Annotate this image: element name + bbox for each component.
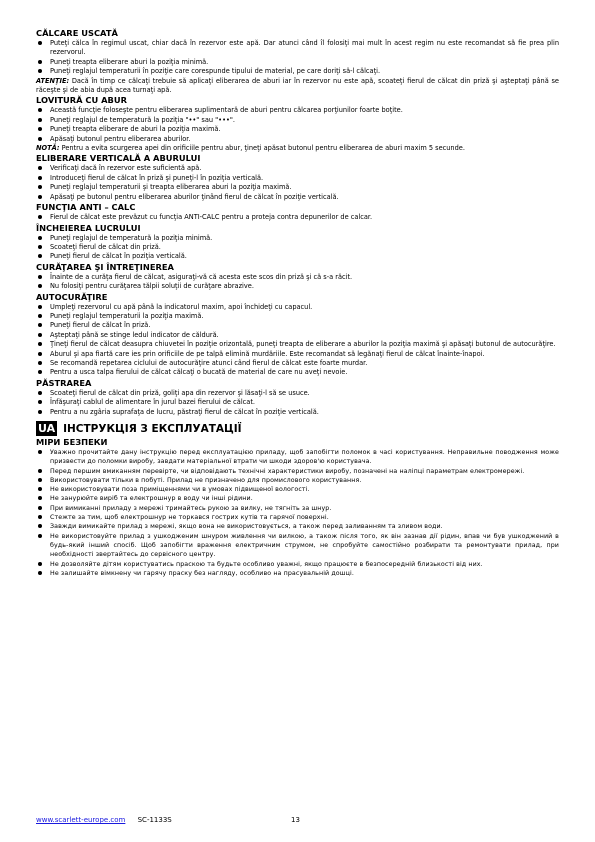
list-item bbox=[36, 504, 559, 513]
list-item bbox=[36, 331, 559, 340]
list-item-text: Puneţi reglajul de temperatură la poziţia minimă. bbox=[50, 233, 213, 242]
list-item bbox=[36, 67, 559, 76]
list-item bbox=[36, 234, 559, 243]
list-item-text: Puneţi fierul de călcat în poziţia verticală. bbox=[50, 252, 187, 261]
ua-subtitle: МІРИ БЕЗПЕКИ bbox=[36, 437, 108, 447]
list-item bbox=[36, 522, 559, 531]
language-badge: UA bbox=[38, 422, 56, 435]
bullet-icon bbox=[38, 305, 42, 309]
list-item-text: Pentru a nu zgâria suprafaţa de lucru, păstraţi fierul de călcat în poziţie verticală. bbox=[50, 407, 319, 416]
list-item bbox=[36, 106, 559, 115]
list-item bbox=[36, 532, 559, 560]
list-item bbox=[36, 282, 559, 291]
bullet-icon bbox=[38, 185, 42, 189]
section-heading: FUNCŢIA ANTI – CALC bbox=[36, 202, 136, 213]
bullet-icon bbox=[38, 342, 42, 346]
list-item-text: Înainte de a curăţa fierul de călcat, asiguraţi-vă că acesta este scos din priză şi că s-a răcit. bbox=[50, 272, 353, 281]
bullet-icon bbox=[38, 60, 42, 64]
bullet-icon bbox=[38, 478, 42, 482]
bullet-icon bbox=[38, 323, 42, 327]
bullet-icon bbox=[38, 333, 42, 337]
bullet-icon bbox=[38, 195, 42, 199]
bullet-icon bbox=[38, 108, 42, 112]
ua-heading bbox=[36, 420, 559, 437]
list-item bbox=[36, 350, 559, 359]
list-item-text: Ţineţi fierul de călcat deasupra chiuvetei în poziţie orizontală, puneţi treapta de eliberare a aburilor la poziţia maximă şi apăsaţi butonul de autocurăţire. bbox=[50, 340, 556, 349]
list-item bbox=[36, 183, 559, 192]
list-item-text: Puneţi reglajul temperaturii la poziţia maximă. bbox=[50, 311, 204, 320]
list-item-text: Pentru a usca talpa fierului de călcat călcaţi o bucată de material de care nu aveţi nevoie. bbox=[50, 368, 348, 377]
bullet-icon bbox=[38, 284, 42, 288]
list-item-text: Не використовувати поза приміщеннями чи в умовах підвищеної вологості. bbox=[50, 486, 310, 494]
list-item bbox=[36, 389, 559, 398]
list-item bbox=[36, 135, 559, 144]
list-item bbox=[36, 116, 559, 125]
bullet-icon bbox=[38, 515, 42, 519]
list-item bbox=[36, 560, 559, 569]
list-item bbox=[36, 303, 559, 312]
bullet-icon bbox=[38, 571, 42, 575]
bullet-icon bbox=[38, 166, 42, 170]
bullet-icon bbox=[38, 400, 42, 404]
list-item-text: Apăsaţi pe butonul pentru eliberarea aburilor ţinând fierul de călcat în poziţie verticală. bbox=[50, 192, 339, 201]
list-item-text: Не залишайте вімкнену чи гарячу праску без нагляду, особливо на прасувальній дошці. bbox=[50, 569, 354, 577]
bullet-icon bbox=[38, 245, 42, 249]
list-item-text: Не використовуйте прилад з ушкодженим шнуром живлення чи вилкою, а також після того, як він зазнав дії рідин, впав чи був ушкоджений в будь-який інший спосіб. Щоб запобігти враження електричним струмом, не спробуйте самостійно розбирати та ремонтувати прилад, при необхідності звертайтесь до сервісного центру. bbox=[50, 532, 559, 559]
bullet-icon bbox=[38, 254, 42, 258]
list-item bbox=[36, 321, 559, 330]
bullet-icon bbox=[38, 127, 42, 131]
bullet-icon bbox=[38, 506, 42, 510]
list-item-text: Стежте за тим, щоб електрошнур не торкався гострих кутів та гарячої поверхні. bbox=[50, 514, 329, 522]
list-item-text: Puneţi reglajul temperaturii şi treapta eliberarea aburi la poziţia maximă. bbox=[50, 183, 292, 192]
list-item-text: Înfăşuraţi cablul de alimentare în jurul bazei fierului de călcat. bbox=[50, 398, 256, 407]
list-item bbox=[36, 467, 559, 476]
note-label: NOTĂ: bbox=[36, 144, 60, 153]
list-item bbox=[36, 58, 559, 67]
list-item-text: Introduceţi fierul de călcat în priză şi puneţi-l în poziţia verticală. bbox=[50, 173, 264, 182]
list-item bbox=[36, 513, 559, 522]
list-item-text: Завжди вимикайте прилад з мережі, якщо вона не використовується, а також перед заливанням та зливом води. bbox=[50, 523, 443, 531]
bullet-icon bbox=[38, 275, 42, 279]
section-heading: CURĂŢAREA ŞI ÎNTREŢINEREA bbox=[36, 261, 174, 272]
bullet-icon bbox=[38, 361, 42, 365]
list-item-text: Puneţi fierul de călcat în priză. bbox=[50, 321, 151, 330]
list-item bbox=[36, 273, 559, 282]
bullet-icon bbox=[38, 236, 42, 240]
section-heading: CĂLCARE USCATĂ bbox=[36, 28, 118, 38]
bullet-icon bbox=[38, 69, 42, 73]
list-item-text: Puneţi reglajul temperaturii în poziţie care corespunde tipului de material, pe care doriţi să-l călcaţi. bbox=[50, 67, 381, 76]
list-item bbox=[36, 359, 559, 368]
list-item bbox=[36, 213, 559, 222]
section-heading: AUTOCURĂŢIRE bbox=[36, 291, 108, 302]
list-item-text: Puteţi călca în regimul uscat, chiar dacă în rezervor este apă. Dar atunci când îl folosiţi mai mult în acest regim nu este recomandat să fie prea plin rezervorul. bbox=[50, 39, 559, 57]
note-text: Pentru a evita scurgerea apei din orificiile pentru abur, ţineţi apăsat butonul pentru eliberarea de aburi maxim 5 secunde. bbox=[59, 144, 465, 153]
bullet-icon bbox=[38, 534, 42, 538]
bullet-icon bbox=[38, 370, 42, 374]
model-number: SC-1133S bbox=[137, 816, 172, 824]
list-item-text: Umpleţi rezervorul cu apă până la indicatorul maxim, apoi închideţi cu capacul. bbox=[50, 302, 313, 311]
list-item-text: Se recomandă repetarea ciclului de autocurăţire atunci când fierul de călcat este foarte murdar. bbox=[50, 358, 368, 367]
bullet-icon bbox=[38, 487, 42, 491]
section-heading: PĂSTRAREA bbox=[36, 377, 92, 388]
list-item-text: Nu folosiţi pentru curăţarea tălpii soluţii de curăţare abrazive. bbox=[50, 282, 254, 291]
bullet-icon bbox=[38, 391, 42, 395]
list-item-text: Puneţi treapta eliberare de aburi la poziţia maximă. bbox=[50, 125, 221, 134]
bullet-icon bbox=[38, 41, 42, 45]
list-item bbox=[36, 312, 559, 321]
list-item-text: Puneţi treapta eliberare aburi la poziţia minimă. bbox=[50, 57, 209, 66]
list-item bbox=[36, 408, 559, 417]
list-item-text: Această funcţie foloseşte pentru eliberarea suplimentară de aburi pentru călcarea porţiunilor foarte boţite. bbox=[50, 106, 403, 115]
list-item bbox=[36, 174, 559, 183]
list-item bbox=[36, 252, 559, 261]
list-item-text: Scoateţi fierul de călcat din priză. bbox=[50, 242, 161, 251]
list-item bbox=[36, 494, 559, 503]
list-item bbox=[36, 398, 559, 407]
list-item-text: Aburul şi apa fiartă care ies prin orificiile de pe talpă elimină murdăriile. Este recomandat să legănaţi fierul de călcat înainte-înapoi. bbox=[50, 349, 485, 358]
list-item bbox=[36, 476, 559, 485]
list-item-text: Перед першим вмиканням перевірте, чи відповідають технічні характеристики виробу, позначені на наліпці параметрам електромережі. bbox=[50, 467, 525, 475]
romanian-sections bbox=[36, 28, 559, 417]
bullet-icon bbox=[38, 314, 42, 318]
list-item-text: Не дозволяйте дітям користуватись праскою та будьте особливо уважні, якщо працюєте в безпосередній близькості від них. bbox=[50, 560, 483, 568]
note-paragraph bbox=[36, 77, 559, 96]
list-item-text: Використовувати тільки в побуті. Прилад не призначено для промислового користування. bbox=[50, 476, 362, 484]
list-item-text: Уважно прочитайте дану інструкцію перед експлуатацією приладу, щоб запобігти поломок в часі користування. Неправильне поводження може призвести до поломки виробу, завдати матеріальної втрати чи шкоди здоров'ю користувача. bbox=[50, 449, 559, 466]
bullet-icon bbox=[38, 496, 42, 500]
list-item bbox=[36, 39, 559, 58]
section-heading: LOVITURĂ CU ABUR bbox=[36, 95, 128, 106]
list-item bbox=[36, 243, 559, 252]
page-footer bbox=[36, 816, 559, 824]
list-item bbox=[36, 193, 559, 202]
list-item bbox=[36, 368, 559, 377]
list-item-text: Verificaţi dacă în rezervor este suficientă apă. bbox=[50, 164, 202, 173]
note-label: ATENŢIE: bbox=[36, 76, 70, 85]
ua-safety-list bbox=[36, 448, 559, 578]
list-item-text: Scoateţi fierul de călcat din priză, goliţi apa din rezervor şi lăsaţi-l să se usuce. bbox=[50, 388, 310, 397]
document-page bbox=[36, 28, 559, 578]
list-item bbox=[36, 485, 559, 494]
bullet-icon bbox=[38, 118, 42, 122]
ua-title: ІНСТРУКЦІЯ З ЕКСПЛУАТАЦІЇ bbox=[63, 422, 242, 435]
website-link[interactable]: www.scarlett-europe.com bbox=[36, 816, 126, 824]
list-item-text: Fierul de călcat este prevăzut cu funcţia ANTI-CALC pentru a proteja contra depunerilor de calcar. bbox=[50, 213, 373, 222]
list-item bbox=[36, 448, 559, 467]
page-number: 13 bbox=[291, 816, 300, 824]
bullet-icon bbox=[38, 469, 42, 473]
bullet-icon bbox=[38, 215, 42, 219]
note-text: Dacă în timp ce călcaţi trebuie să aplicaţi eliberarea de aburi iar în rezervor nu este apă, scoateţi fierul de călcat din priză şi aşteptaţi până se răceşte şi de abia după acea turnaţi apă. bbox=[36, 76, 559, 95]
section-heading: ELIBERARE VERTICALĂ A ABURULUI bbox=[36, 153, 201, 164]
bullet-icon bbox=[38, 176, 42, 180]
bullet-icon bbox=[38, 562, 42, 566]
list-item-text: Apăsaţi butonul pentru eliberarea aburilor. bbox=[50, 134, 191, 143]
section-heading: ÎNCHEIEREA LUCRULUI bbox=[36, 222, 141, 233]
bullet-icon bbox=[38, 450, 42, 454]
bullet-icon bbox=[38, 524, 42, 528]
list-item bbox=[36, 164, 559, 173]
bullet-icon bbox=[38, 352, 42, 356]
list-item bbox=[36, 569, 559, 578]
list-item-text: Aşteptaţi până se stinge ledul indicator de căldură. bbox=[50, 330, 219, 339]
ukrainian-section bbox=[36, 420, 559, 578]
list-item-text: При вимиканні приладу з мережі тримайтесь рукою за вилку, не тягніть за шнур. bbox=[50, 504, 332, 512]
bullet-icon bbox=[38, 410, 42, 414]
bullet-icon bbox=[38, 137, 42, 141]
list-item bbox=[36, 125, 559, 134]
list-item-text: Не занурюйте виріб та електрошнур в воду чи інші рідини. bbox=[50, 495, 253, 503]
list-item-text: Puneţi reglajul de temperatură la poziţia "••" sau "•••". bbox=[50, 115, 235, 124]
list-item bbox=[36, 340, 559, 349]
